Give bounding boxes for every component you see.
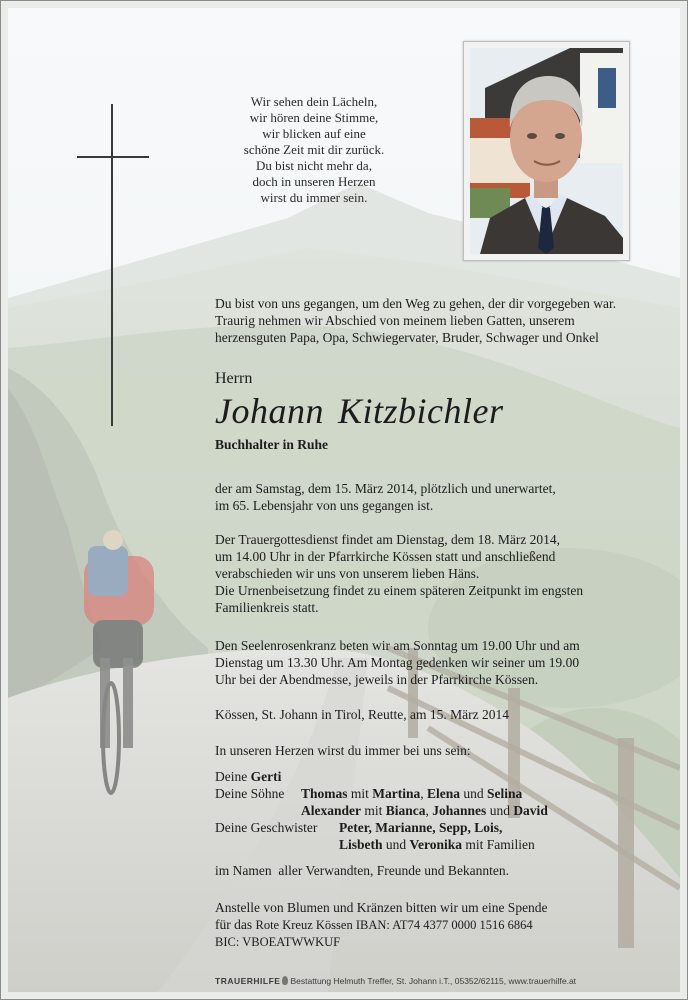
connector: und	[385, 837, 407, 852]
family-sons-row-2: Alexander mit Bianca, Johannes und David	[301, 803, 548, 818]
connector: und	[489, 803, 510, 818]
funeral-line: Der Trauergottesdienst findet am Dienstag, dem 18. März 2014,	[215, 532, 561, 547]
rosary-line: Dienstag um 13.30 Uhr. Am Montag gedenken wir seiner um 19.00	[215, 655, 580, 670]
donation-info	[215, 899, 548, 951]
donation-line: Anstelle von Blumen und Kränzen bitten wir um eine Spende	[215, 900, 548, 915]
poem-line: wirst du immer sein.	[260, 190, 368, 205]
family-wife-row	[215, 768, 317, 785]
rosary-line: Uhr bei der Abendmesse, jeweils in der Pfarrkirche Kössen.	[215, 672, 539, 687]
donation-prefix: für das	[215, 917, 253, 932]
hearts-line: In unseren Herzen wirst du immer bei uns sein:	[215, 743, 471, 758]
poem-line: Wir sehen dein Lächeln,	[250, 94, 378, 109]
grandchild-name: Selina	[487, 786, 523, 801]
donation-bic: BIC: VBOEATWWKUF	[215, 935, 341, 949]
family-prefix: Deine Söhne	[215, 786, 285, 801]
sibling-name: Veronika	[409, 837, 463, 852]
intro-paragraph	[215, 295, 616, 346]
poem-line: doch in unseren Herzen	[252, 174, 376, 189]
family-list	[215, 768, 548, 853]
family-sons-row: Deine Söhne Thomas mit Martina, Elena und Selina	[215, 786, 523, 801]
family-name: Kitzbichler	[337, 391, 504, 431]
connector: mit Familien	[465, 837, 535, 852]
family-prefix: Deine	[215, 769, 248, 784]
connector: mit	[364, 803, 383, 818]
footer-text: Bestattung Helmuth Treffer, St. Johann i.T., 05352/62115, www.trauerhilfe.at	[290, 976, 577, 986]
donation-bank-details: Rote Kreuz Kössen IBAN: AT74 4377 0000 1516 6864	[255, 918, 533, 932]
poem-line: Du bist nicht mehr da,	[256, 158, 372, 173]
portrait-photo	[470, 48, 623, 254]
partner-name: Bianca	[385, 803, 426, 818]
connector: und	[463, 786, 484, 801]
given-name: Johann	[215, 391, 324, 431]
poem-line: schöne Zeit mit dir zurück.	[243, 142, 385, 157]
salutation: Herrn	[215, 370, 253, 387]
relatives-line: im Namen aller Verwandten, Freunde und Bekannten.	[215, 863, 510, 878]
intro-line: Traurig nehmen wir Abschied von meinem lieben Gatten, unserem	[215, 313, 575, 328]
funeral-line: um 14.00 Uhr in der Pfarrkirche Kössen statt und anschließend	[215, 549, 556, 564]
deceased-name	[215, 391, 503, 431]
occupation: Buchhalter in Ruhe	[215, 437, 329, 452]
funeral-line: verabschieden wir uns von unserem lieben Häns.	[215, 566, 480, 581]
place-date: Kössen, St. Johann in Tirol, Reutte, am 15. März 2014	[215, 707, 509, 722]
memorial-poem	[200, 94, 428, 206]
funeral-line: Familienkreis statt.	[215, 600, 319, 615]
intro-line: Du bist von uns gegangen, um den Weg zu gehen, der dir vorgegeben war.	[215, 296, 617, 311]
portrait-frame	[463, 41, 630, 261]
poem-line: wir blicken auf eine	[262, 126, 366, 141]
grandchild-name: David	[513, 803, 548, 818]
son-name: Thomas	[301, 786, 348, 801]
rosary-info	[215, 637, 580, 688]
grandchild-name: Elena	[427, 786, 461, 801]
sibling-names: Peter, Marianne, Sepp, Lois,	[339, 820, 503, 835]
family-siblings-row-2	[215, 836, 535, 853]
death-line: im 65. Lebensjahr von uns gegangen ist.	[215, 498, 434, 513]
connector: mit	[350, 786, 369, 801]
sibling-name: Lisbeth	[339, 837, 383, 852]
memorial-cross-icon	[111, 104, 113, 426]
death-notice	[215, 480, 556, 514]
grandchild-name: Johannes	[432, 803, 487, 818]
partner-name: Martina	[372, 786, 421, 801]
wife-name: Gerti	[250, 769, 282, 784]
trauerhilfe-logo: TRAUERHILFE	[215, 976, 281, 986]
son-name: Alexander	[301, 803, 361, 818]
family-prefix: Deine Geschwister	[215, 820, 318, 835]
family-siblings-row	[215, 819, 503, 836]
funeral-line: Die Urnenbeisetzung findet zu einem späteren Zeitpunkt im engsten	[215, 583, 584, 598]
poem-line: wir hören deine Stimme,	[249, 110, 379, 125]
death-line: der am Samstag, dem 15. März 2014, plötzlich und unerwartet,	[215, 481, 556, 496]
rosary-line: Den Seelenrosenkranz beten wir am Sonntag um 19.00 Uhr und am	[215, 638, 580, 653]
funeral-info	[215, 531, 583, 616]
candle-flame-icon	[282, 976, 288, 985]
memorial-cross-bar	[77, 156, 149, 158]
footer	[215, 976, 576, 986]
donation-line	[215, 916, 548, 934]
intro-line: herzensguten Papa, Opa, Schwiegervater, Bruder, Schwager und Onkel	[215, 330, 599, 345]
